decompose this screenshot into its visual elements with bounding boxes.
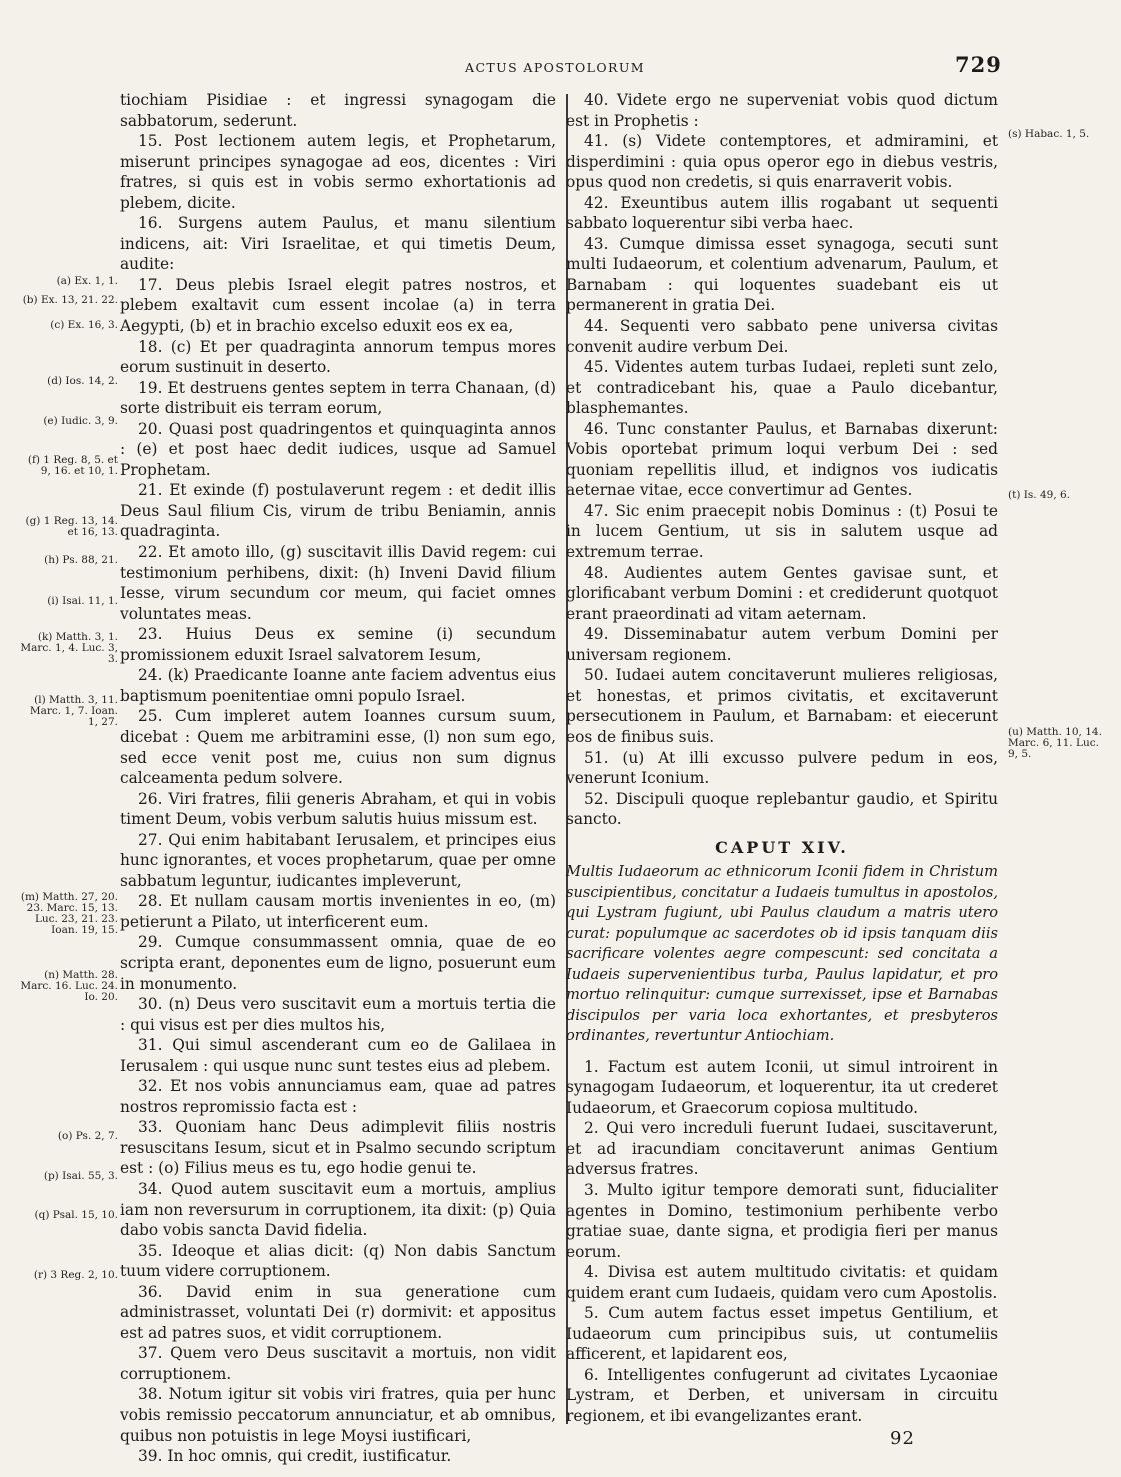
verse-21: 21. Et exinde (f) postulaverunt regem : et dedit illis Deus Saul filium Cis, virum de tribu Beniamin, annis quadraginta. [120, 481, 556, 541]
verse-51: 51. (u) At illi excusso pulvere pedum in eos, venerunt Iconium. [566, 748, 998, 788]
verse-29: 29. Cumque consummassent omnia, quae de eo scripta erant, deponentes eum de ligno, posuerunt eum in monumento. [120, 933, 556, 993]
margin-note: (a) Ex. 1, 1. [56, 275, 118, 287]
verse-32: 32. Et nos vobis annunciamus eam, quae ad patres nostros repromissio facta est : [120, 1077, 556, 1116]
verse-15: 15. Post lectionem autem legis, et Prophetarum, miserunt principes synagogae ad eos, dicentes : Viri fratres, si quis est in vobis sermo exhortationis ad plebem, dicite. [120, 132, 556, 212]
margin-note: (i) Isai. 11, 1. [47, 595, 118, 607]
verse-37: 37. Quem vero Deus suscitavit a mortuis, non vidit corruptionem. [120, 1344, 556, 1383]
verse-36: 36. David enim in sua generatione cum administrasset, voluntati Dei (r) dormivit: et appositus est ad patres suos, et vidit corruptionem. [120, 1282, 556, 1342]
chapter-summary: Multis Iudaeorum ac ethnicorum Iconii fidem in Christum suscipientibus, concitatur a Iudaeis tumultus in apostolos, qui Lystram fugiunt, ubi Paulus claudum a matris utero curat: populumque ac sacerdotes ob id ipsis tanquam diis sacrificare volentes aegre compescunt: sed concitata a Iudaeis supervenientibus turba, Paulus lapidatur, et pro mortuo relinquitur: cumque surrexisset, ipse et Barnabas discipulos per varia loca exhortantes, et presbyteros ordinantes, revertuntur Antiochiam. [566, 863, 998, 1045]
margin-note: (l) Matth. 3, 11. Marc. 1, 7. Ioan. 1, 27. [29, 694, 118, 728]
margin-note: (e) Iudic. 3, 9. [43, 415, 118, 427]
verse-44: 44. Sequenti vero sabbato pene universa civitas convenit audire verbum Dei. [566, 317, 998, 356]
verse-41: 41. (s) Videte contemptores, et admiramini, et disperdimini : quia opus operor ego in diebus vestris, opus quod non credetis, si quis enarraverit vobis. [566, 132, 998, 192]
margin-note: (m) Matth. 27, 20. 23. Marc. 15, 13. Luc. 23, 21. 23. Ioan. 19, 15. [20, 891, 118, 936]
verse-25: 25. Cum impleret autem Ioannes cursum suum, dicebat : Quem me arbitramini esse, (l) non sum ego, sed ecce venit post me, cuius non sum dignus calceamenta pedum solvere. [120, 707, 556, 788]
verse-34: 34. Quod autem suscitavit eum a mortuis, amplius iam non reversurum in corruptionem, ita dixit: (p) Quia dabo vobis sancta David fidelia. [120, 1179, 556, 1240]
verse-30: 30. (n) Deus vero suscitavit eum a mortuis tertia die : qui visus est per dies multos his, [120, 995, 556, 1034]
verse-35: 35. Ideoque et alias dicit: (q) Non dabis Sanctum tuum videre corruptionem. [120, 1241, 556, 1281]
verse-27: 27. Qui enim habitabant Ierusalem, et principes eius hunc ignorantes, et voces prophetarum, quae per omne sabbatum leguntur, iudicantes impleverunt, [120, 830, 556, 890]
verse-45: 45. Videntes autem turbas Iudaei, repleti sunt zelo, et contradicebant his, quae a Paulo dicebantur, blasphemantes. [566, 358, 998, 418]
right-column [566, 90, 998, 1427]
left-column [120, 90, 556, 1467]
verse-52: 52. Discipuli quoque replebantur gaudio, et Spiritu sancto. [566, 789, 998, 829]
margin-note: (r) 3 Reg. 2, 10. [33, 1269, 118, 1281]
margin-note: (p) Isai. 55, 3. [43, 1170, 118, 1182]
verse-33: 33. Quoniam hanc Deus adimplevit filiis nostris resuscitans Iesum, sicut et in Psalmo secundo scriptum est : (o) Filius meus es tu, ego hodie genui te. [120, 1118, 556, 1178]
verse-50: 50. Iudaei autem concitaverunt mulieres religiosas, et honestas, et primos civitatis, et excitaverunt persecutionem in Paulum, et Barnabam: et eiecerunt eos de finibus suis. [566, 666, 998, 746]
signature-mark: 92 [890, 1428, 915, 1449]
verse-14-2: 2. Qui vero increduli fuerunt Iudaei, suscitaverunt, et ad iracundiam concitaverunt animas Gentium adversus fratres. [566, 1119, 998, 1179]
margin-note: (b) Ex. 13, 21. 22. [22, 294, 118, 306]
margin-note: (n) Matth. 28. Marc. 16. Luc. 24. Io. 20. [20, 969, 118, 1003]
verse-43: 43. Cumque dimissa esset synagoga, secuti sunt multi Iudaeorum, et colentium advenarum, Paulum, et Barnabam : qui loquentes suadebant eis ut permanerent in gratia Dei. [566, 234, 998, 315]
verse-42: 42. Exeuntibus autem illis rogabant ut sequenti sabbato loquerentur sibi verba haec. [566, 193, 998, 233]
margin-note: (f) 1 Reg. 8, 5. et 9, 16. et 10, 1. [27, 454, 118, 477]
margin-note: (t) Is. 49, 6. [1008, 489, 1071, 501]
verse-14-6: 6. Intelligentes confugerunt ad civitates Lycaoniae Lystram, et Derben, et universam in circuitu regionem, et ibi evangelizantes erant. [566, 1365, 998, 1426]
verse-28: 28. Et nullam causam mortis invenientes in eo, (m) petierunt a Pilato, ut interficerent eum. [120, 892, 556, 931]
verse-22: 22. Et amoto illo, (g) suscitavit illis David regem: cui testimonium perhibens, dixit: (h) Inveni David filium Iesse, virum secundum cor meum, qui faciet omnes voluntates meas. [120, 543, 556, 623]
margin-note: (d) Ios. 14, 2. [47, 375, 118, 387]
margin-note: (q) Psal. 15, 10. [34, 1209, 118, 1221]
margin-note: (c) Ex. 16, 3. [50, 319, 118, 331]
verse-14-5: 5. Cum autem factus esset impetus Gentilium, et Iudaeorum cum principibus suis, ut contumeliis afficerent, et lapidarent eos, [566, 1304, 998, 1364]
verse-49: 49. Disseminabatur autem verbum Domini per universam regionem. [566, 625, 998, 664]
verse-14-cont: tiochiam Pisidiae : et ingressi synagogam die sabbatorum, sederunt. [120, 91, 556, 130]
verse-16: 16. Surgens autem Paulus, et manu silentium indicens, ait: Viri Israelitae, et qui timetis Deum, audite: [120, 214, 556, 274]
verse-18: 18. (c) Et per quadraginta annorum tempus mores eorum sustinuit in deserto. [120, 337, 556, 377]
verse-38: 38. Notum igitur sit vobis viri fratres, quia per hunc vobis remissio peccatorum annunciatur, et ab omnibus, quibus non potuistis in lege Moysi iustificari, [120, 1385, 556, 1445]
verse-14-3: 3. Multo igitur tempore demorati sunt, fiducialiter agentes in Domino, testimonium perhibente verbo gratiae suae, dante signa, et prodigia fieri per manus eorum. [566, 1181, 998, 1261]
verse-14-1: 1. Factum est autem Iconii, ut simul introirent in synagogam Iudaeorum, et loquerentur, ita ut crederet Iudaeorum, et Graecorum copiosa multitudo. [566, 1057, 998, 1117]
margin-note: (h) Ps. 88, 21. [44, 554, 118, 566]
margin-note: (o) Ps. 2, 7. [57, 1130, 118, 1142]
verse-19: 19. Et destruens gentes septem in terra Chanaan, (d) sorte distribuit eis terram eorum, [120, 378, 556, 418]
page-number: 729 [955, 52, 1002, 77]
chapter-heading: CAPUT XIV. [715, 837, 849, 857]
margin-note: (k) Matth. 3, 1. Marc. 1, 4. Luc. 3, 3. [20, 631, 118, 665]
verse-26: 26. Viri fratres, filii generis Abraham, et qui in vobis timent Deum, vobis verbum salutis huius missum est. [120, 789, 556, 829]
margin-note: (u) Matth. 10, 14. Marc. 6, 11. Luc. 9, 5. [1008, 726, 1102, 760]
verse-47: 47. Sic enim praecepit nobis Dominus : (t) Posui te in lucem Gentium, ut sis in salutem usque ad extremum terrae. [566, 501, 998, 562]
running-title: ACTUS APOSTOLORUM [465, 60, 645, 75]
verse-31: 31. Qui simul ascenderant cum eo de Galilaea in Ierusalem : qui usque nunc sunt testes eius ad plebem. [120, 1036, 556, 1075]
verse-24: 24. (k) Praedicante Ioanne ante faciem adventus eius baptismum poenitentiae omni populo Israel. [120, 666, 556, 705]
verse-40: 40. Videte ergo ne superveniat vobis quod dictum est in Prophetis : [566, 91, 998, 130]
margin-note: (g) 1 Reg. 13, 14. et 16, 13. [25, 515, 118, 538]
verse-17: 17. Deus plebis Israel elegit patres nostros, et plebem exaltavit cum essent incolae (a) in terra Aegypti, (b) et in brachio excelso eduxit eos ex ea, [120, 275, 556, 336]
verse-39: 39. In hoc omnis, qui credit, iustificatur. [138, 1447, 452, 1466]
verse-46: 46. Tunc constanter Paulus, et Barnabas dixerunt: Vobis oportebat primum loqui verbum Dei : sed quoniam repellitis illud, et indignos vos iudicatis aeternae vitae, ecce convertimur ad Gentes. [566, 419, 998, 500]
verse-23: 23. Huius Deus ex semine (i) secundum promissionem eduxit Israel salvatorem Iesum, [120, 625, 556, 664]
verse-20: 20. Quasi post quadringentos et quinquaginta annos : (e) et post haec dedit iudices, usque ad Samuel Prophetam. [120, 419, 556, 479]
verse-48: 48. Audientes autem Gentes gavisae sunt, et glorificabant verbum Domini : et crediderunt quotquot erant praeordinati ad vitam aeternam. [566, 563, 998, 623]
verse-14-4: 4. Divisa est autem multitudo civitatis: et quidam quidem erant cum Iudaeis, quidam vero cum Apostolis. [566, 1263, 998, 1302]
margin-note: (s) Habac. 1, 5. [1008, 128, 1090, 140]
